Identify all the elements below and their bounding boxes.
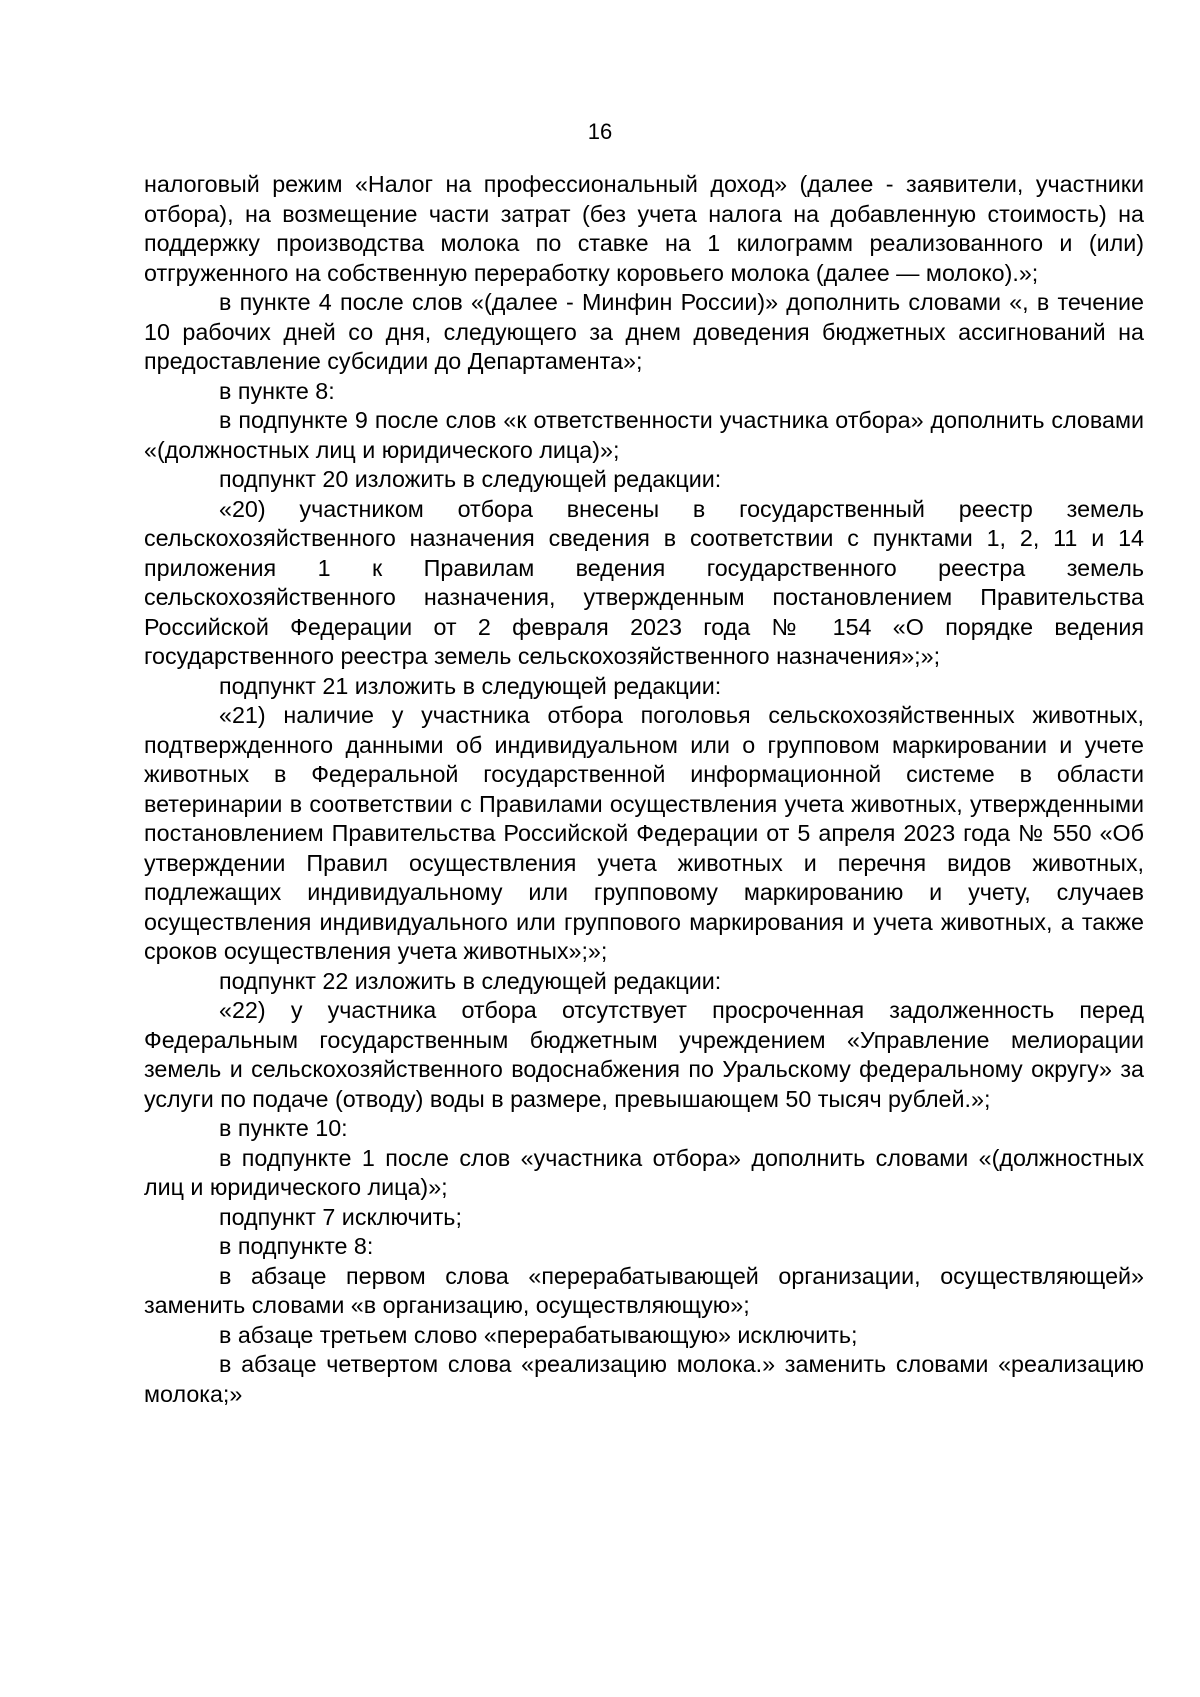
paragraph: в абзаце первом слова «перерабатывающей организации, осуществляющей» заменить словами «в организацию, осуществляющую»; — [144, 1262, 1144, 1318]
paragraph: в подпункте 8: — [219, 1233, 374, 1259]
paragraph: налоговый режим «Налог на профессиональный доход» (далее - заявители, участники отбора), на возмещение части затрат (без учета налога на добавленную стоимость) на поддержку производства молока по ставке на 1 килограмм реализованного и (или) отгруженного на собственную переработку коровьего молока (далее — молоко).»; — [144, 171, 1144, 286]
paragraph: в пункте 4 после слов «(далее - Минфин России)» дополнить словами «, в течение 10 рабочих дней со дня, следующего за днем доведения бюджетных ассигнований на предоставление субсидии до Департамента»; — [144, 289, 1144, 374]
paragraph: «22) у участника отбора отсутствует просроченная задолженность перед Федеральным государственным бюджетным учреждением «Управление мелиорации земель и сельскохозяйственного водоснабжения по Уральскому федеральному округу» за услуги по подаче (отводу) воды в размере, превышающем 50 тысяч рублей.»; — [144, 997, 1144, 1112]
paragraph: подпункт 7 исключить; — [219, 1203, 462, 1230]
paragraph: в пункте 10: — [219, 1115, 348, 1141]
paragraph: в абзаце четвертом слова «реализацию молока.» заменить словами «реализацию молока;» — [144, 1351, 1144, 1407]
paragraph: подпункт 21 изложить в следующей редакции: — [219, 672, 722, 699]
paragraph: в пункте 8: — [219, 377, 335, 404]
document-body — [144, 170, 1144, 1409]
paragraph: «21) наличие у участника отбора поголовья сельскохозяйственных животных, подтвержденного данными об индивидуальном или о групповом маркировании и учете животных в Федеральной государственной информационной системе в области ветеринарии в соответствии с Правилами осуществления учета животных, утвержденными постановлением Правительства Российской Федерации от 5 апреля 2023 года № 550 «Об утверждении Правил осуществления учета животных и перечня видов животных, подлежащих индивидуальному или групповому маркированию и учету, случаев осуществления индивидуального или группового маркирования и учета животных, а также сроков осуществления учета животных»;»; — [144, 702, 1144, 964]
paragraph: «20) участником отбора внесены в государственный реестр земель сельскохозяйственного назначения сведения в соответствии с пунктами 1, 2, 11 и 14 приложения 1 к Правилам ведения государственного реестра земель сельскохозяйственного назначения, утвержденным постановлением Правительства Российской Федерации от 2 февраля 2023 года № 154 «О порядке ведения государственного реестра земель сельскохозяйственного назначения»;»; — [144, 495, 1144, 669]
paragraph: в подпункте 1 после слов «участника отбора» дополнить словами «(должностных лиц и юридического лица)»; — [144, 1144, 1144, 1200]
paragraph: подпункт 20 изложить в следующей редакции: — [219, 466, 722, 492]
paragraph: в абзаце третьем слово «перерабатывающую» исключить; — [219, 1321, 858, 1348]
paragraph: подпункт 22 изложить в следующей редакции: — [219, 967, 722, 994]
page-number: 16 — [587, 119, 613, 144]
paragraph: в подпункте 9 после слов «к ответственности участника отбора» дополнить словами «(должностных лиц и юридического лица)»; — [144, 407, 1144, 463]
